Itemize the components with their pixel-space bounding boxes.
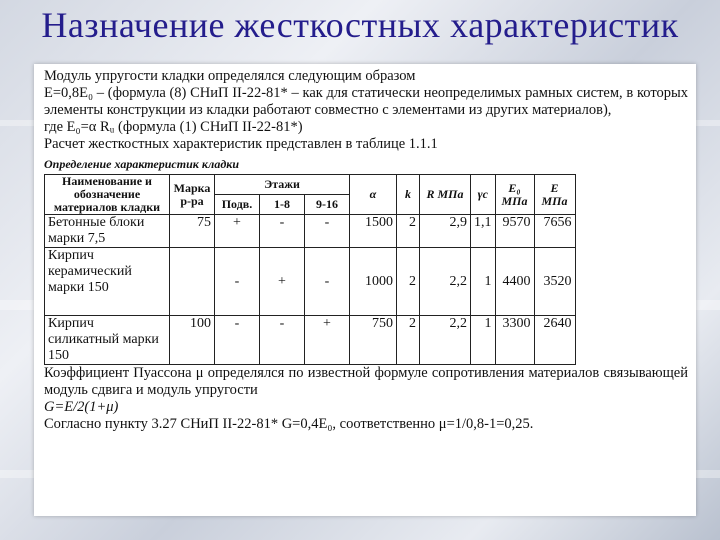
cell-basement: - <box>215 248 260 316</box>
header-gamma: γc <box>471 175 496 215</box>
cell-floor-9-16: - <box>305 248 350 316</box>
cell-name: Кирпич силикатный марки 150 <box>45 316 170 365</box>
cell-basement: - <box>215 316 260 365</box>
text-line: где E₀=α Rᵤ (формула (1) СНиП II-22-81*) <box>44 119 303 135</box>
header-k: k <box>397 175 420 215</box>
cell-r: 2,2 <box>420 316 471 365</box>
table-row <box>45 215 576 248</box>
cell-r: 2,2 <box>420 248 471 316</box>
cell-floor-1-8: + <box>260 248 305 316</box>
text-line: Модуль упругости кладки определялся следующим образом <box>44 68 416 84</box>
header-floor-1-8: 1-8 <box>260 195 305 215</box>
header-name: Наименование и обозначение материалов кладки <box>45 175 170 215</box>
cell-alpha: 1000 <box>350 248 397 316</box>
table-row <box>45 316 576 365</box>
cell-floor-1-8: - <box>260 215 305 248</box>
cell-floor-1-8: - <box>260 316 305 365</box>
cell-alpha: 750 <box>350 316 397 365</box>
text-line: Расчет жесткостных характеристик представлен в таблице 1.1.1 <box>44 136 438 152</box>
cell-basement: + <box>215 215 260 248</box>
shear-formula: G=E/2(1+μ) <box>44 399 119 415</box>
header-e: E МПа <box>534 175 575 215</box>
cell-k: 2 <box>397 215 420 248</box>
cell-r: 2,9 <box>420 215 471 248</box>
cell-k: 2 <box>397 316 420 365</box>
header-r: R МПа <box>420 175 471 215</box>
cell-e: 7656 <box>534 215 575 248</box>
cell-e0: 3300 <box>495 316 534 365</box>
cell-e0: 4400 <box>495 248 534 316</box>
cell-mark: 75 <box>170 215 215 248</box>
header-basement: Подв. <box>215 195 260 215</box>
formula-paragraph: E=0,8E₀ – (формула (8) СНиП II-22-81* – как для статически неопределимых рамных систем, в которых элементы конструкции из кладки работают совместно с элементами из других материалов), <box>44 85 688 118</box>
cell-gamma: 1 <box>471 248 496 316</box>
cell-mark <box>170 248 215 316</box>
cell-gamma: 1,1 <box>471 215 496 248</box>
cell-k: 2 <box>397 248 420 316</box>
characteristics-table <box>44 174 576 365</box>
cell-gamma: 1 <box>471 316 496 365</box>
header-e0: E₀ МПа <box>495 175 534 215</box>
text-line: Согласно пункту 3.27 СНиП II-22-81* G=0,4E₀, соответственно μ=1/0,8-1=0,25. <box>44 416 534 432</box>
table-caption: Определение характеристик кладки <box>44 157 240 171</box>
cell-alpha: 1500 <box>350 215 397 248</box>
cell-name: Кирпич керамический марки 150 <box>45 248 170 316</box>
cell-floor-9-16: + <box>305 316 350 365</box>
header-floor-9-16: 9-16 <box>305 195 350 215</box>
cell-floor-9-16: - <box>305 215 350 248</box>
cell-mark: 100 <box>170 316 215 365</box>
poisson-paragraph: Коэффициент Пуассона μ определялся по известной формуле сопротивления материалов связывающей модуль сдвига и модуль упругости <box>44 365 688 398</box>
table-row <box>45 248 576 316</box>
cell-name: Бетонные блоки марки 7,5 <box>45 215 170 248</box>
header-floors: Этажи <box>215 175 350 195</box>
header-mark: Марка р-ра <box>170 175 215 215</box>
cell-e: 2640 <box>534 316 575 365</box>
cell-e0: 9570 <box>495 215 534 248</box>
slide-title: Назначение жесткостных характеристик <box>41 5 679 45</box>
table-header-row <box>45 175 576 195</box>
cell-e: 3520 <box>534 248 575 316</box>
document-image <box>34 64 696 516</box>
header-alpha: α <box>350 175 397 215</box>
document-body <box>44 68 688 433</box>
